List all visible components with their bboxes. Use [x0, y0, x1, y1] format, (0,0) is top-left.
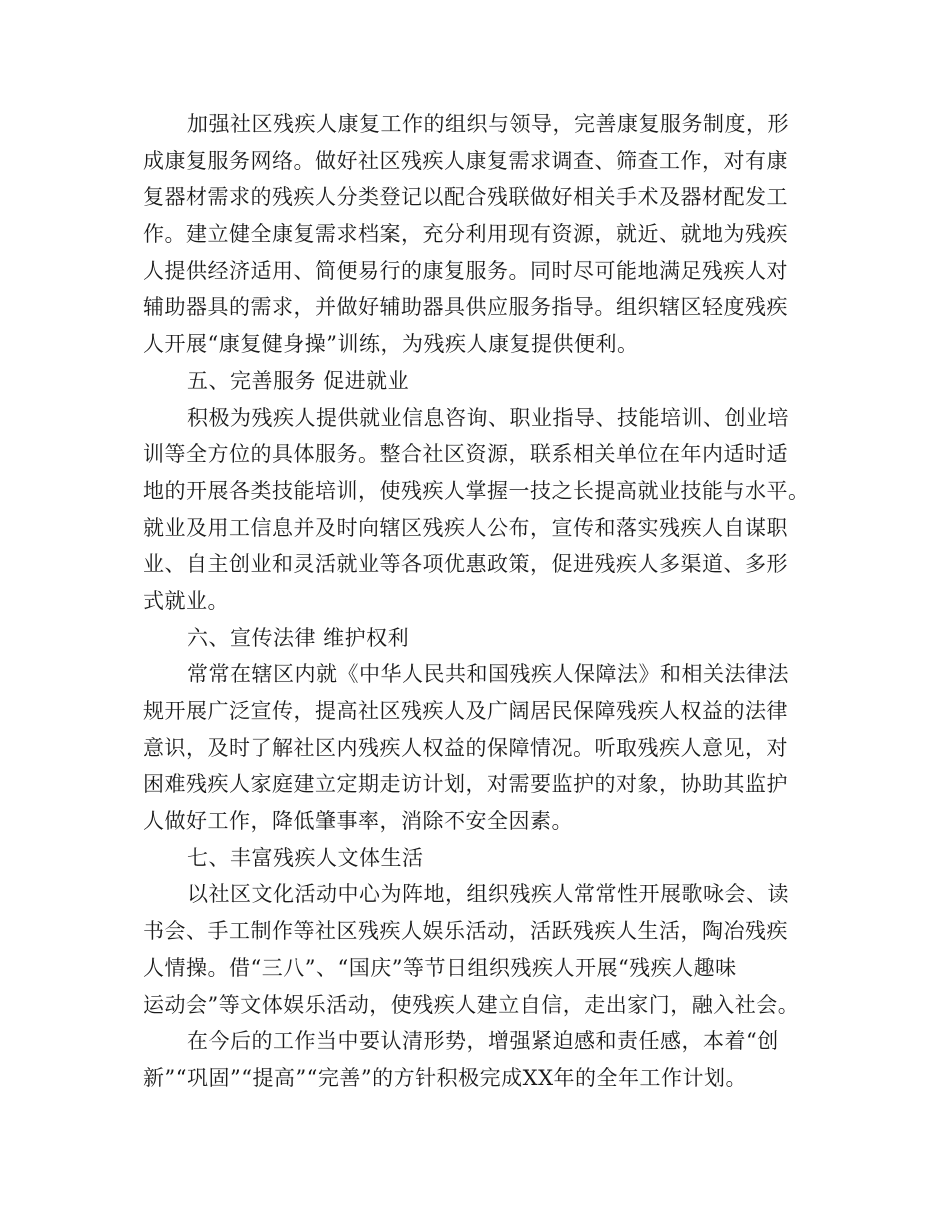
- paragraph-line: 辅助器具的需求，并做好辅助器具供应服务指导。组织辖区轻度残疾: [143, 295, 788, 320]
- section-heading: 五、完善服务 促进就业: [187, 368, 410, 393]
- section-heading: 七、丰富残疾人文体生活: [187, 845, 424, 870]
- paragraph-line: 人做好工作，降低肇事率，消除不安全因素。: [143, 809, 573, 834]
- paragraph-line: 地的开展各类技能培训，使残疾人掌握一技之长提高就业技能与水平。: [143, 478, 810, 503]
- paragraph-line: 式就业。: [143, 588, 229, 613]
- paragraph-line: 就业及用工信息并及时向辖区残疾人公布，宣传和落实残疾人自谋职: [143, 515, 788, 540]
- document-page: [143, 106, 823, 1097]
- paragraph-line: 运动会”等文体娱乐活动，使残疾人建立自信，走出家门，融入社会。: [143, 992, 800, 1017]
- section-heading: 六、宣传法律 维护权利: [187, 625, 410, 650]
- paragraph-line: 新”“巩固”“提高”“完善”的方针积极完成XX年的全年工作计划。: [143, 1065, 748, 1090]
- paragraph-line: 复器材需求的残疾人分类登记以配合残联做好相关手术及器材配发工: [143, 185, 788, 210]
- paragraph-line: 积极为残疾人提供就业信息咨询、职业指导、技能培训、创业培: [187, 405, 789, 430]
- paragraph-line: 规开展广泛宣传，提高社区残疾人及广阔居民保障残疾人权益的法律: [143, 699, 788, 723]
- paragraph-line: 成康复服务网络。做好社区残疾人康复需求调查、筛查工作，对有康: [143, 148, 788, 173]
- paragraph-line: 困难残疾人家庭建立定期走访计划，对需要监护的对象，协助其监护: [143, 772, 788, 797]
- paragraph-line: 书会、手工制作等社区残疾人娱乐活动，活跃残疾人生活，陶冶残疾: [143, 919, 788, 944]
- paragraph-line: 在今后的工作当中要认清形势，增强紧迫感和责任感，本着“创: [187, 1029, 779, 1054]
- paragraph-line: 人情操。借“三八”、“国庆”等节日组织残疾人开展“残疾人趣味: [143, 955, 737, 980]
- paragraph-line: 以社区文化活动中心为阵地，组织残疾人常常性开展歌咏会、读: [187, 882, 789, 907]
- paragraph-line: 业、自主创业和灵活就业等各项优惠政策，促进残疾人多渠道、多形: [143, 552, 788, 577]
- paragraph-line: 训等全方位的具体服务。整合社区资源，联系相关单位在年内适时适: [143, 442, 788, 467]
- paragraph-line: 意识，及时了解社区内残疾人权益的保障情况。听取残疾人意见，对: [143, 735, 788, 760]
- paragraph-line: 人开展“康复健身操”训练，为残疾人康复提供便利。: [143, 332, 639, 357]
- paragraph-line: 加强社区残疾人康复工作的组织与领导，完善康复服务制度，形: [187, 112, 789, 136]
- paragraph-line: 常常在辖区内就《中华人民共和国残疾人保障法》和相关法律法: [187, 662, 789, 687]
- paragraph-line: 人提供经济适用、简便易行的康复服务。同时尽可能地满足残疾人对: [143, 258, 788, 283]
- paragraph-line: 作。建立健全康复需求档案，充分利用现有资源，就近、就地为残疾: [143, 222, 788, 247]
